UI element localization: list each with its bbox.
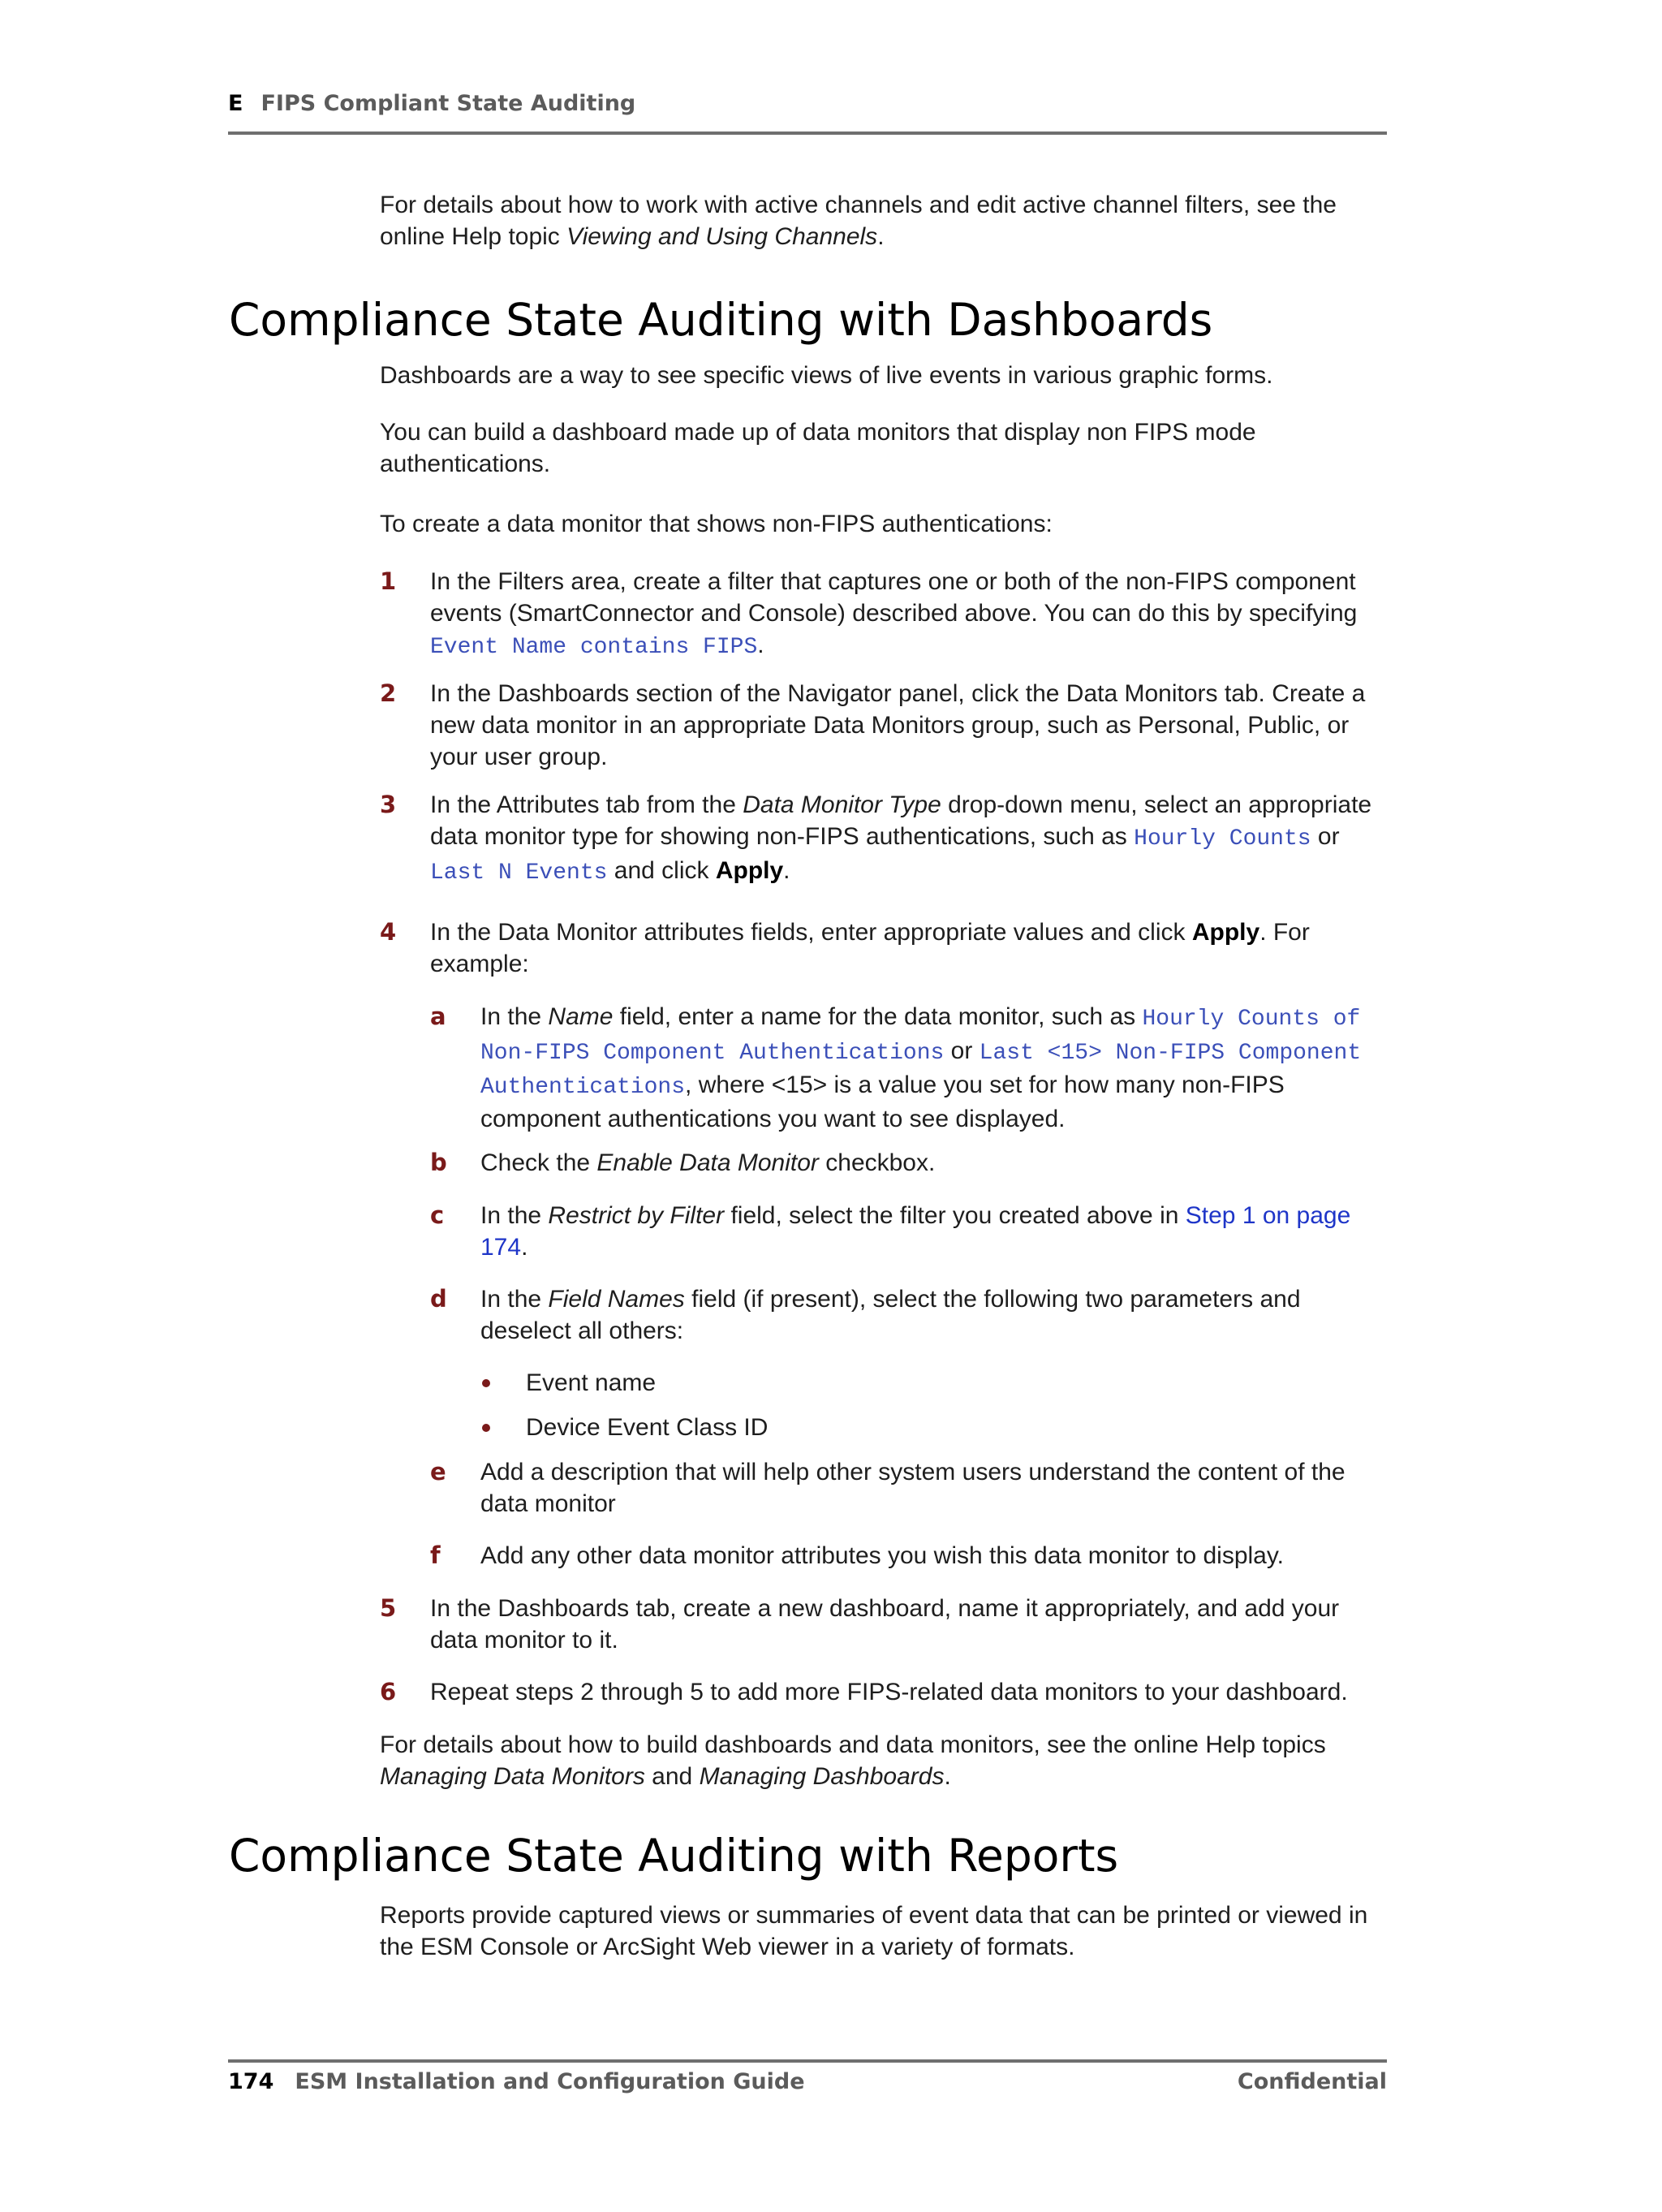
paragraph: You can build a dashboard made up of data monitors that display non FIPS mode authentications. [380,419,1256,477]
step-3: 3 In the Attributes tab from the Data Monitor Type drop-down menu, select an appropriate data monitor type for showing non-FIPS authentications, such as Hourly Counts or Last N Events and click Apply. [380,791,1372,886]
appendix-letter: E [228,91,243,116]
bullet-item: Event name [480,1367,1373,1399]
step-number: 3 [380,791,397,818]
running-header [228,91,1387,135]
substep-letter: a [430,1003,446,1030]
confidential-label: Confidential [1237,2069,1387,2094]
substep-d: d In the Field Names field (if present), select the following two parameters and deselect all others: [430,1285,1301,1344]
substep-c: c In the Restrict by Filter field, select the filter you created above in Step 1 on page 174. [430,1201,1351,1261]
paragraph: To create a data monitor that shows non-FIPS authentications: [380,511,1053,537]
page-footer [228,2059,1387,2094]
step-1: 1 In the Filters area, create a filter that captures one or both of the non-FIPS component events (SmartConnector and Console) described above. You can do this by specifying Event Name contains FIPS. [380,567,1358,660]
section-heading-dashboards: Compliance State Auditing with Dashboards [229,294,1213,346]
code-snippet: Last N Events [430,860,608,886]
step-number: 1 [380,567,397,595]
step-number: 6 [380,1678,397,1705]
page-number: 174 [228,2069,274,2094]
bullet-item: Device Event Class ID [480,1412,1373,1443]
step-number: 5 [380,1594,397,1622]
guide-title: ESM Installation and Configuration Guide [295,2069,805,2094]
substep-f: f Add any other data monitor attributes you wish this data monitor to display. [430,1540,1386,1572]
intro-paragraph: For details about how to work with active channels and edit active channel filters, see the online Help topic Viewing and Using Channels. [380,192,1337,250]
substep-letter: b [430,1149,447,1176]
step-number: 2 [380,679,397,707]
paragraph: Reports provide captured views or summaries of event data that can be printed or viewed in the ESM Console or ArcSight Web viewer in a variety of formats. [380,1902,1368,1960]
code-snippet: Hourly Counts of Non-FIPS Component Authentications [480,1007,1361,1066]
step-5: 5 In the Dashboards tab, create a new dashboard, name it appropriately, and add your data monitor to it. [380,1594,1340,1654]
step-number: 4 [380,918,397,946]
substep-a: a In the Name field, enter a name for the data monitor, such as Hourly Counts of Non-FIPS Component Authentications or Last <15> Non-FIPS Component Authentications, where <15> is a value you set for how many non-FIPS component authentications you want to see displayed. [430,1003,1362,1132]
substep-letter: f [430,1542,441,1569]
bullet-icon [482,1379,490,1387]
header-title: FIPS Compliant State Auditing [260,91,636,116]
closing-paragraph: For details about how to build dashboards and data monitors, see the online Help topics Managing Data Monitors and Managing Dashboards. [380,1731,1326,1790]
bullet-icon [482,1424,490,1432]
section-heading-reports: Compliance State Auditing with Reports [229,1830,1119,1882]
code-snippet: Event Name contains FIPS [430,635,758,660]
code-snippet: Hourly Counts [1134,826,1311,852]
step-4: 4 In the Data Monitor attributes fields, enter appropriate values and click Apply. For example: [380,918,1310,977]
substep-b: b Check the Enable Data Monitor checkbox. [430,1147,1386,1179]
paragraph: Dashboards are a way to see specific views of live events in various graphic forms. [380,362,1273,389]
step-1-link[interactable]: Step 1 on page 174 [480,1202,1351,1261]
help-topic-reference: Viewing and Using Channels [566,223,878,250]
substep-e: e Add a description that will help other system users understand the content of the data monitor [430,1458,1346,1517]
code-snippet: Last <15> Non-FIPS Component Authentications [480,1041,1362,1100]
substep-letter: d [430,1285,447,1313]
step-6: 6 Repeat steps 2 through 5 to add more FIPS-related data monitors to your dashboard. [380,1676,1386,1708]
step-2: 2 In the Dashboards section of the Navigator panel, click the Data Monitors tab. Create a new data monitor in an appropriate Data Monitors group, such as Personal, Public, or your user group. [380,679,1366,770]
substep-letter: c [430,1201,445,1229]
substep-letter: e [430,1458,446,1485]
